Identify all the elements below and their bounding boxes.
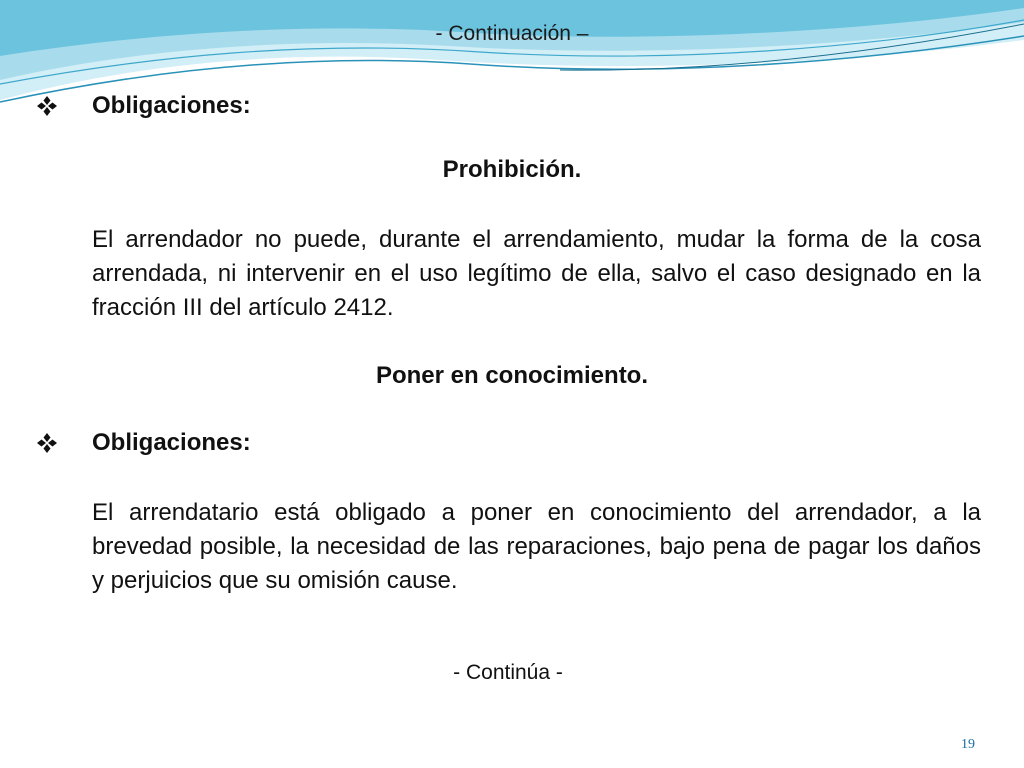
page-number: 19 bbox=[961, 737, 975, 752]
paragraph-poner-en-conocimiento: El arrendatario está obligado a poner en conocimiento del arrendador, a la brevedad posible, la necesidad de las reparaciones, bajo pena de pagar los daños y perjuicios que su omisión cause. bbox=[92, 499, 981, 594]
continua-footer: - Continúa - bbox=[453, 661, 563, 684]
bullet-label: Obligaciones: bbox=[92, 429, 251, 456]
continuation-header: - Continuación – bbox=[435, 22, 589, 45]
heading-prohibicion: Prohibición. bbox=[442, 156, 582, 183]
heading-poner-en-conocimiento: Poner en conocimiento. bbox=[375, 362, 649, 389]
bullet-obligaciones-1 bbox=[36, 92, 251, 120]
bullet-obligaciones-2 bbox=[36, 429, 251, 457]
diamond-quad-bullet-icon bbox=[36, 432, 58, 454]
bullet-label: Obligaciones: bbox=[92, 92, 251, 119]
diamond-quad-bullet-icon bbox=[36, 95, 58, 117]
paragraph-prohibicion: El arrendador no puede, durante el arrendamiento, mudar la forma de la cosa arrendada, ni intervenir en el uso legítimo de ella, salvo el caso designado en la fracción III del artículo 2412. bbox=[92, 226, 981, 321]
